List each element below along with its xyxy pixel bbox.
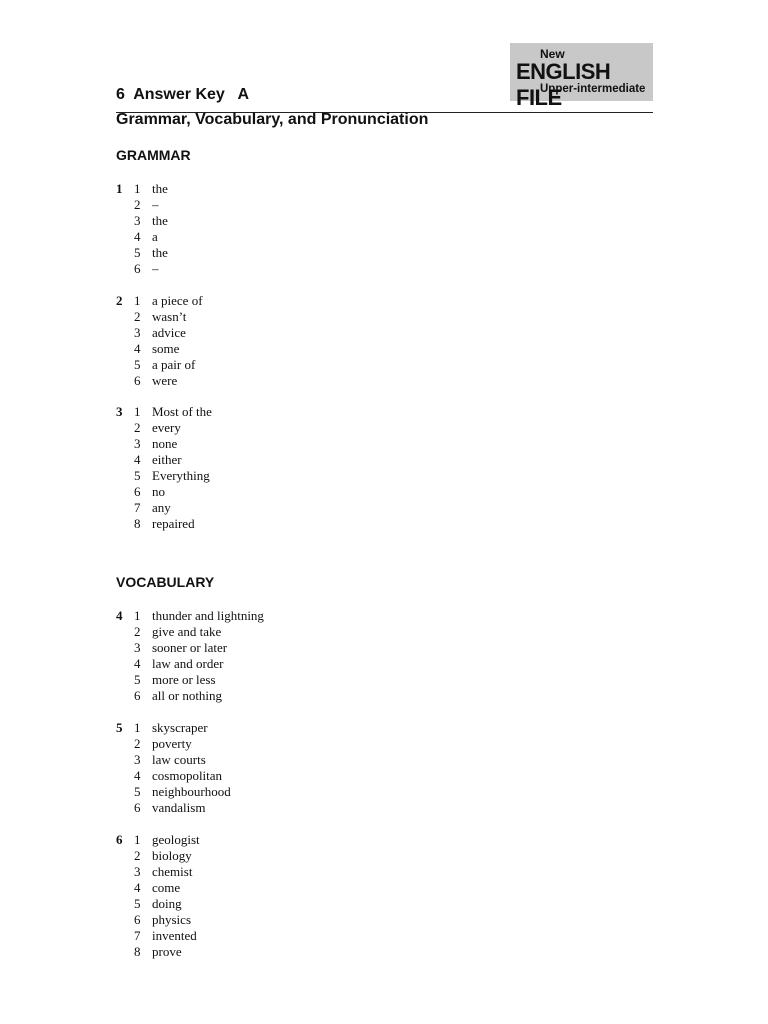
item-answer: the bbox=[152, 213, 168, 228]
item-answer: a piece of bbox=[152, 293, 203, 308]
item-number: 4 bbox=[134, 452, 141, 467]
item-number: 1 bbox=[134, 404, 141, 419]
item-number: 2 bbox=[134, 309, 141, 324]
section-heading-grammar: GRAMMAR bbox=[116, 147, 191, 163]
exercise-number: 4 bbox=[116, 608, 123, 623]
item-answer: biology bbox=[152, 848, 192, 863]
item-number: 7 bbox=[134, 928, 141, 943]
exercise-number: 1 bbox=[116, 181, 123, 196]
item-answer: no bbox=[152, 484, 165, 499]
logo-line-new: New bbox=[540, 47, 565, 61]
item-number: 6 bbox=[134, 688, 141, 703]
item-number: 1 bbox=[134, 293, 141, 308]
item-number: 2 bbox=[134, 848, 141, 863]
item-number: 5 bbox=[134, 784, 141, 799]
item-answer: more or less bbox=[152, 672, 216, 687]
logo-line-level: Upper-intermediate bbox=[540, 83, 646, 95]
item-answer: either bbox=[152, 452, 182, 467]
item-number: 4 bbox=[134, 880, 141, 895]
item-number: 1 bbox=[134, 832, 141, 847]
item-answer: poverty bbox=[152, 736, 192, 751]
item-answer: – bbox=[152, 197, 159, 212]
item-number: 5 bbox=[134, 468, 141, 483]
item-answer: the bbox=[152, 181, 168, 196]
logo-line-title: ENGLISH FILE bbox=[516, 59, 611, 110]
item-answer: advice bbox=[152, 325, 186, 340]
item-answer: Everything bbox=[152, 468, 210, 483]
item-number: 3 bbox=[134, 752, 141, 767]
item-answer: were bbox=[152, 373, 178, 388]
item-answer: none bbox=[152, 436, 178, 451]
item-number: 8 bbox=[134, 516, 141, 531]
section-heading-vocabulary: VOCABULARY bbox=[116, 574, 215, 590]
item-number: 6 bbox=[134, 261, 141, 276]
item-answer: all or nothing bbox=[152, 688, 223, 703]
item-number: 2 bbox=[134, 420, 141, 435]
item-answer: a bbox=[152, 229, 158, 244]
item-number: 3 bbox=[134, 864, 141, 879]
page-title: 6 Answer Key A bbox=[116, 86, 250, 103]
item-number: 5 bbox=[134, 672, 141, 687]
item-number: 4 bbox=[134, 229, 141, 244]
exercise-number: 3 bbox=[116, 404, 123, 419]
item-answer: skyscraper bbox=[152, 720, 208, 735]
item-answer: wasn’t bbox=[152, 309, 187, 324]
item-answer: some bbox=[152, 341, 180, 356]
item-answer: doing bbox=[152, 896, 182, 911]
item-number: 6 bbox=[134, 800, 141, 815]
item-number: 4 bbox=[134, 768, 141, 783]
item-answer: come bbox=[152, 880, 181, 895]
item-number: 3 bbox=[134, 325, 141, 340]
item-answer: a pair of bbox=[152, 357, 196, 372]
item-answer: geologist bbox=[152, 832, 200, 847]
item-answer: law and order bbox=[152, 656, 224, 671]
item-answer: any bbox=[152, 500, 171, 515]
item-number: 3 bbox=[134, 213, 141, 228]
item-number: 3 bbox=[134, 640, 141, 655]
item-answer: – bbox=[152, 261, 159, 276]
item-number: 1 bbox=[134, 181, 141, 196]
item-answer: neighbourhood bbox=[152, 784, 231, 799]
english-file-logo bbox=[510, 43, 653, 110]
item-number: 2 bbox=[134, 197, 141, 212]
item-number: 2 bbox=[134, 736, 141, 751]
exercise-number: 6 bbox=[116, 832, 123, 847]
item-answer: give and take bbox=[152, 624, 222, 639]
item-answer: physics bbox=[152, 912, 191, 927]
item-number: 4 bbox=[134, 341, 141, 356]
item-answer: Most of the bbox=[152, 404, 212, 419]
item-number: 5 bbox=[134, 245, 141, 260]
item-number: 6 bbox=[134, 484, 141, 499]
item-answer: chemist bbox=[152, 864, 193, 879]
item-answer: vandalism bbox=[152, 800, 206, 815]
exercise-number: 2 bbox=[116, 293, 123, 308]
item-number: 1 bbox=[134, 608, 141, 623]
item-answer: cosmopolitan bbox=[152, 768, 223, 783]
item-answer: prove bbox=[152, 944, 182, 959]
item-answer: invented bbox=[152, 928, 197, 943]
item-number: 6 bbox=[134, 373, 141, 388]
item-number: 2 bbox=[134, 624, 141, 639]
item-number: 6 bbox=[134, 912, 141, 927]
item-number: 5 bbox=[134, 896, 141, 911]
item-number: 1 bbox=[134, 720, 141, 735]
item-number: 3 bbox=[134, 436, 141, 451]
item-answer: repaired bbox=[152, 516, 195, 531]
item-number: 8 bbox=[134, 944, 141, 959]
item-answer: the bbox=[152, 245, 168, 260]
item-number: 7 bbox=[134, 500, 141, 515]
item-answer: law courts bbox=[152, 752, 206, 767]
page-subtitle: Grammar, Vocabulary, and Pronunciation bbox=[116, 111, 429, 128]
item-answer: every bbox=[152, 420, 181, 435]
item-answer: thunder and lightning bbox=[152, 608, 264, 623]
item-number: 4 bbox=[134, 656, 141, 671]
item-answer: sooner or later bbox=[152, 640, 228, 655]
exercise-number: 5 bbox=[116, 720, 123, 735]
item-number: 5 bbox=[134, 357, 141, 372]
